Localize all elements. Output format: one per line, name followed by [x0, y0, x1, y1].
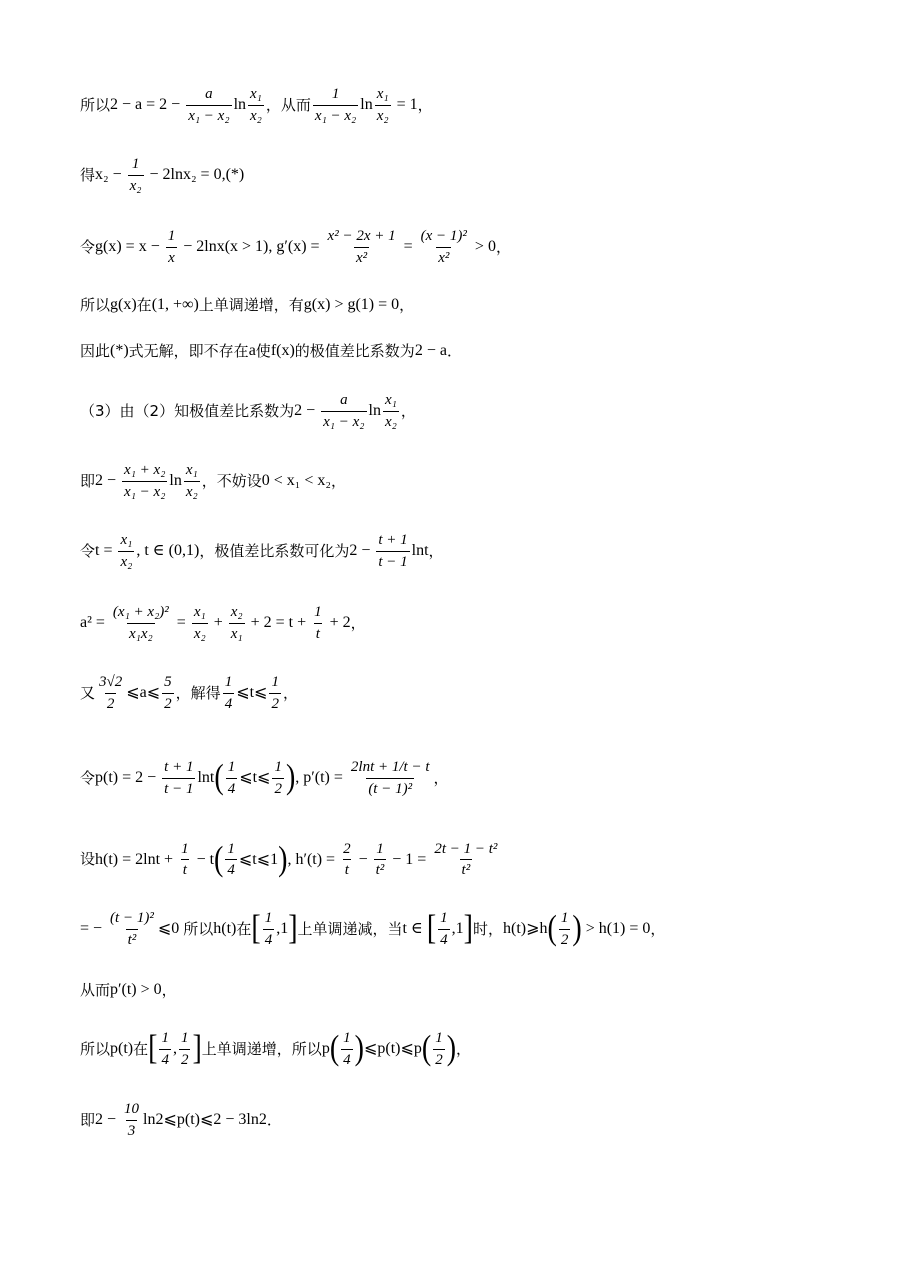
bracket: (: [214, 839, 224, 879]
fraction-numerator: x₂: [230, 604, 243, 620]
text-run: 因此: [80, 341, 111, 360]
fraction-denominator: 2: [433, 1049, 445, 1069]
math-run: ⩽p(t)⩽p: [363, 1040, 422, 1057]
solution-line-3: [80, 222, 511, 272]
fraction: [269, 674, 281, 712]
fraction-numerator: 1: [314, 604, 322, 620]
fraction-denominator: 4: [225, 859, 237, 879]
solution-line-6: [80, 386, 416, 436]
fraction-denominator: x₁ − x₂: [313, 105, 358, 125]
math-run: p(t) = 2 −: [95, 769, 161, 786]
math-run: lnt: [197, 769, 215, 786]
fraction: [433, 1030, 445, 1068]
fraction: [229, 604, 245, 642]
fraction-numerator: 1: [376, 840, 384, 857]
fraction-numerator: 1: [167, 228, 176, 244]
fraction: [128, 156, 144, 194]
solution-line-1: [80, 80, 433, 130]
math-run: , h′(t) =: [287, 850, 340, 868]
bracket: [: [251, 909, 261, 948]
fraction: [376, 532, 409, 570]
fraction-denominator: 2: [105, 693, 117, 713]
fraction: [179, 841, 191, 879]
fraction: [375, 86, 391, 124]
fraction-denominator: t − 1: [162, 778, 195, 798]
fraction-denominator: x₂: [375, 105, 391, 125]
text-run: （3）由（2）知极值差比系数为: [80, 401, 295, 420]
text-run: ，: [350, 613, 366, 632]
math-run: g(x): [110, 296, 137, 313]
math-run: x₂ −: [95, 166, 126, 183]
math-run: = −: [80, 920, 107, 937]
fraction-numerator: x₁: [185, 462, 198, 478]
fraction-numerator: x₁: [384, 392, 397, 408]
solution-line-16: [80, 1095, 282, 1145]
fraction: [374, 841, 387, 879]
fraction-numerator: (x − 1)²: [420, 228, 467, 244]
math-run: (*): [110, 342, 129, 359]
fraction-denominator: 4: [341, 1049, 353, 1069]
math-run: ,1: [451, 920, 464, 937]
fraction-numerator: 1: [440, 910, 448, 926]
fraction-numerator: 1: [227, 759, 236, 775]
fraction-denominator: x₂: [128, 175, 144, 195]
fraction-numerator: 1: [180, 1030, 189, 1046]
fraction: [248, 86, 264, 124]
text-run: ，: [456, 1039, 472, 1058]
fraction-denominator: x₂: [192, 623, 208, 643]
text-run: ，从而: [265, 95, 311, 114]
text-run: 的极值差比系数为: [294, 341, 415, 360]
math-run: h(t) = 2lnt +: [95, 850, 178, 868]
math-run: 2 − a: [414, 342, 447, 359]
fraction-numerator: 1: [161, 1030, 169, 1046]
math-run: 0 < x₁ < x₂: [261, 472, 331, 489]
fraction-numerator: 2t − 1 − t²: [434, 840, 498, 857]
math-run: +: [209, 614, 227, 631]
fraction-denominator: 4: [226, 778, 238, 798]
math-run: ln: [169, 472, 182, 489]
fraction-denominator: x₂: [184, 481, 200, 501]
fraction-numerator: (x₁ + x₂)²: [112, 604, 169, 620]
solution-line-8: [80, 526, 444, 576]
fraction: [226, 759, 238, 797]
text-run: 所以: [183, 919, 214, 938]
fraction: [312, 604, 324, 642]
fraction-numerator: x² − 2x + 1: [327, 228, 396, 244]
text-run: 在: [133, 1039, 149, 1058]
fraction: [111, 604, 171, 642]
fraction-denominator: x₁ − x₂: [321, 411, 366, 431]
math-run: , t ∈ (0,1): [136, 542, 200, 559]
fraction: [438, 910, 450, 948]
math-run: =: [172, 614, 190, 631]
fraction-denominator: t: [343, 859, 351, 879]
fraction-denominator: t²: [460, 859, 473, 879]
bracket: ): [354, 1029, 364, 1068]
text-run: ，: [417, 95, 433, 114]
math-run: = 1: [392, 96, 418, 113]
text-run: 所以: [80, 1039, 111, 1058]
fraction-numerator: 1: [274, 759, 282, 775]
fraction-numerator: 1: [331, 86, 340, 102]
math-run: t ∈: [402, 920, 427, 937]
fraction-denominator: t²: [126, 929, 139, 949]
bracket: [: [426, 909, 437, 948]
math-run: −: [354, 850, 372, 868]
fraction-denominator: x₁ − x₂: [186, 105, 231, 125]
math-run: (1, +∞): [151, 296, 199, 313]
solution-line-13: [80, 900, 665, 958]
text-run: ．: [446, 341, 462, 360]
solution-line-4: [80, 290, 414, 320]
fraction-denominator: t: [181, 859, 189, 879]
text-run: 令: [80, 768, 96, 787]
math-run: , p′(t) =: [295, 769, 347, 786]
fraction-denominator: x: [166, 247, 177, 267]
fraction-numerator: 1: [131, 156, 140, 172]
text-run: ，: [161, 980, 177, 999]
fraction: [326, 228, 398, 266]
math-run: p: [321, 1040, 330, 1057]
fraction-denominator: 2: [179, 1049, 191, 1069]
fraction: [341, 841, 353, 879]
text-run: 又: [80, 683, 96, 702]
solution-line-9: [80, 598, 366, 648]
fraction-numerator: 1: [343, 1030, 351, 1046]
fraction-numerator: 1: [271, 674, 279, 690]
text-run: 所以: [80, 295, 111, 314]
bracket: ]: [463, 909, 473, 948]
fraction: [97, 674, 124, 712]
fraction-numerator: a: [340, 392, 348, 408]
text-run: ，: [650, 919, 666, 938]
text-run: 使: [255, 341, 271, 360]
math-run: ln2⩽p(t)⩽2 − 3ln2: [143, 1111, 267, 1128]
math-run: ⩽0: [157, 920, 184, 937]
fraction-numerator: 5: [164, 674, 172, 690]
fraction: [321, 392, 366, 430]
fraction-numerator: x₁: [120, 532, 133, 548]
fraction-denominator: 4: [159, 1049, 171, 1069]
fraction-denominator: x₂: [248, 105, 264, 125]
text-run: ，: [330, 471, 346, 490]
math-run: > 0: [470, 238, 496, 255]
math-run: ⩽a⩽: [126, 684, 161, 701]
fraction-denominator: t: [314, 623, 322, 643]
fraction-numerator: 3√2: [99, 674, 123, 690]
text-run: 得: [80, 165, 96, 184]
text-run: 上单调递增，有: [198, 295, 304, 314]
fraction: [349, 759, 432, 797]
fraction: [432, 841, 499, 879]
fraction-numerator: x₁: [376, 86, 389, 102]
text-run: ，: [400, 401, 416, 420]
math-run: =: [399, 238, 417, 255]
fraction-numerator: x₁: [193, 604, 206, 620]
fraction-denominator: x₂: [118, 551, 134, 571]
math-run: ⩽t⩽: [236, 684, 268, 701]
fraction-numerator: t + 1: [164, 759, 194, 775]
fraction-numerator: 1: [435, 1030, 443, 1046]
fraction: [223, 674, 235, 712]
text-run: ，: [428, 541, 444, 560]
solution-line-2: [80, 150, 244, 200]
fraction-denominator: 2: [272, 778, 284, 798]
fraction-numerator: 2lnt + 1/t − t: [350, 759, 430, 775]
math-run: > h(1) = 0: [581, 920, 651, 937]
math-run: h(t): [213, 920, 237, 937]
fraction: [184, 462, 200, 500]
fraction-denominator: 4: [263, 929, 275, 949]
fraction: [192, 604, 208, 642]
fraction-denominator: x₁x₂: [127, 623, 155, 643]
fraction: [225, 841, 237, 879]
math-run: ln: [368, 402, 381, 419]
math-run: 2 −: [95, 472, 121, 489]
math-run: p′(t) > 0: [110, 981, 162, 998]
math-run: a² =: [80, 614, 109, 631]
math-run: + 2 = t +: [246, 614, 311, 631]
math-run: f(x): [270, 342, 295, 359]
text-run: 从而: [80, 980, 111, 999]
fraction-denominator: 2: [269, 693, 281, 713]
fraction-denominator: t − 1: [376, 551, 409, 571]
text-run: 即: [80, 471, 96, 490]
fraction: [122, 462, 167, 500]
text-run: ，: [399, 295, 415, 314]
fraction-denominator: x₁: [229, 623, 245, 643]
fraction-numerator: x₁: [250, 86, 262, 102]
bracket: (: [329, 1029, 340, 1068]
solution-line-5: [80, 336, 462, 366]
fraction-numerator: 10: [124, 1101, 140, 1117]
math-run: − t: [192, 850, 215, 868]
fraction: [313, 86, 358, 124]
math-run: + 2: [325, 614, 351, 631]
text-run: ．: [266, 1110, 282, 1129]
solution-line-12: [80, 832, 501, 887]
text-run: 令: [80, 237, 96, 256]
bracket: [: [148, 1029, 158, 1068]
fraction: [263, 910, 275, 948]
fraction: [108, 910, 156, 948]
fraction-numerator: t + 1: [378, 532, 408, 548]
fraction-denominator: 3: [126, 1120, 138, 1140]
math-run: p(t): [110, 1040, 134, 1057]
fraction-numerator: 1: [224, 674, 233, 690]
fraction: [179, 1030, 191, 1068]
math-run: − 1 =: [388, 850, 431, 868]
fraction-denominator: x²: [354, 247, 369, 267]
fraction-numerator: 2: [343, 840, 351, 857]
math-run: g(x) > g(1) = 0: [303, 296, 400, 313]
math-run: − 2lnx₂ = 0,(*): [145, 166, 245, 183]
text-run: 设: [80, 850, 96, 868]
text-run: ，: [433, 768, 449, 787]
fraction: [166, 228, 178, 266]
bracket: (: [547, 909, 557, 948]
math-run: 2 −: [294, 402, 320, 419]
fraction: [162, 759, 195, 797]
text-run: 所以: [80, 95, 111, 114]
solution-line-10: [80, 668, 298, 718]
text-run: 时，: [473, 919, 504, 938]
fraction-denominator: x₂: [383, 411, 399, 431]
fraction-denominator: x₁ − x₂: [122, 481, 167, 501]
text-run: ，不妨设: [201, 471, 262, 490]
text-run: ，解得: [175, 683, 221, 702]
solution-line-11: [80, 748, 449, 808]
fraction-denominator: 4: [223, 693, 235, 713]
fraction-numerator: a: [205, 86, 213, 102]
math-run: 2 − a = 2 −: [110, 96, 185, 113]
bracket: ]: [192, 1029, 202, 1068]
text-run: ，极值差比系数可化为: [199, 541, 350, 560]
text-run: 上单调递增，所以: [201, 1039, 322, 1058]
math-run: 2 −: [349, 542, 375, 559]
fraction: [186, 86, 231, 124]
fraction: [272, 759, 284, 797]
fraction: [159, 1030, 171, 1068]
fraction: [383, 392, 399, 430]
bracket: ): [572, 909, 582, 948]
bracket: ): [446, 1029, 457, 1068]
fraction: [419, 228, 469, 266]
math-run: g(x) = x −: [95, 238, 164, 255]
fraction-denominator: 2: [559, 929, 571, 949]
text-run: 式无解，即不存在: [128, 341, 249, 360]
math-run: t =: [95, 542, 117, 559]
fraction-numerator: 1: [181, 840, 189, 857]
fraction-numerator: 1: [227, 840, 235, 857]
fraction-numerator: (t − 1)²: [110, 910, 154, 926]
text-run: ，: [282, 683, 298, 702]
fraction-denominator: (t − 1)²: [366, 778, 414, 798]
math-run: ,: [172, 1040, 177, 1057]
text-run: 令: [80, 541, 96, 560]
text-run: 上单调递减，当: [297, 919, 403, 938]
text-run: 在: [236, 919, 252, 938]
fraction-numerator: x₁ + x₂: [124, 462, 166, 478]
bracket: ]: [288, 909, 298, 948]
bracket: (: [214, 758, 224, 797]
math-run: − 2lnx(x > 1), g′(x) =: [179, 238, 324, 255]
solution-line-15: [80, 1020, 471, 1078]
fraction-numerator: 1: [264, 910, 273, 926]
math-run: 2 −: [95, 1111, 121, 1128]
math-run: ln: [360, 96, 373, 113]
math-run: h(t)⩾h: [503, 920, 548, 937]
text-run: 在: [136, 295, 152, 314]
fraction-denominator: 4: [438, 929, 450, 949]
solution-line-14: [80, 975, 177, 1005]
fraction-denominator: x²: [436, 247, 451, 267]
fraction-denominator: 2: [162, 693, 174, 713]
math-run: ln: [233, 96, 247, 113]
fraction: [559, 910, 571, 948]
fraction-numerator: 1: [560, 910, 569, 926]
math-run: ⩽t⩽: [239, 769, 271, 786]
solution-line-7: [80, 456, 346, 506]
text-run: 即: [80, 1110, 96, 1129]
bracket: (: [421, 1029, 432, 1068]
math-run: lnt: [411, 542, 429, 559]
bracket: ): [278, 839, 288, 879]
bracket: ): [285, 758, 296, 797]
text-run: ，: [495, 237, 511, 256]
math-run: ⩽t⩽1: [238, 850, 279, 868]
fraction: [162, 674, 174, 712]
math-run: a: [248, 342, 256, 359]
fraction-denominator: t²: [374, 859, 387, 879]
math-run: ,1: [276, 920, 289, 937]
fraction: [122, 1101, 141, 1139]
fraction: [341, 1030, 353, 1068]
fraction: [118, 532, 134, 570]
